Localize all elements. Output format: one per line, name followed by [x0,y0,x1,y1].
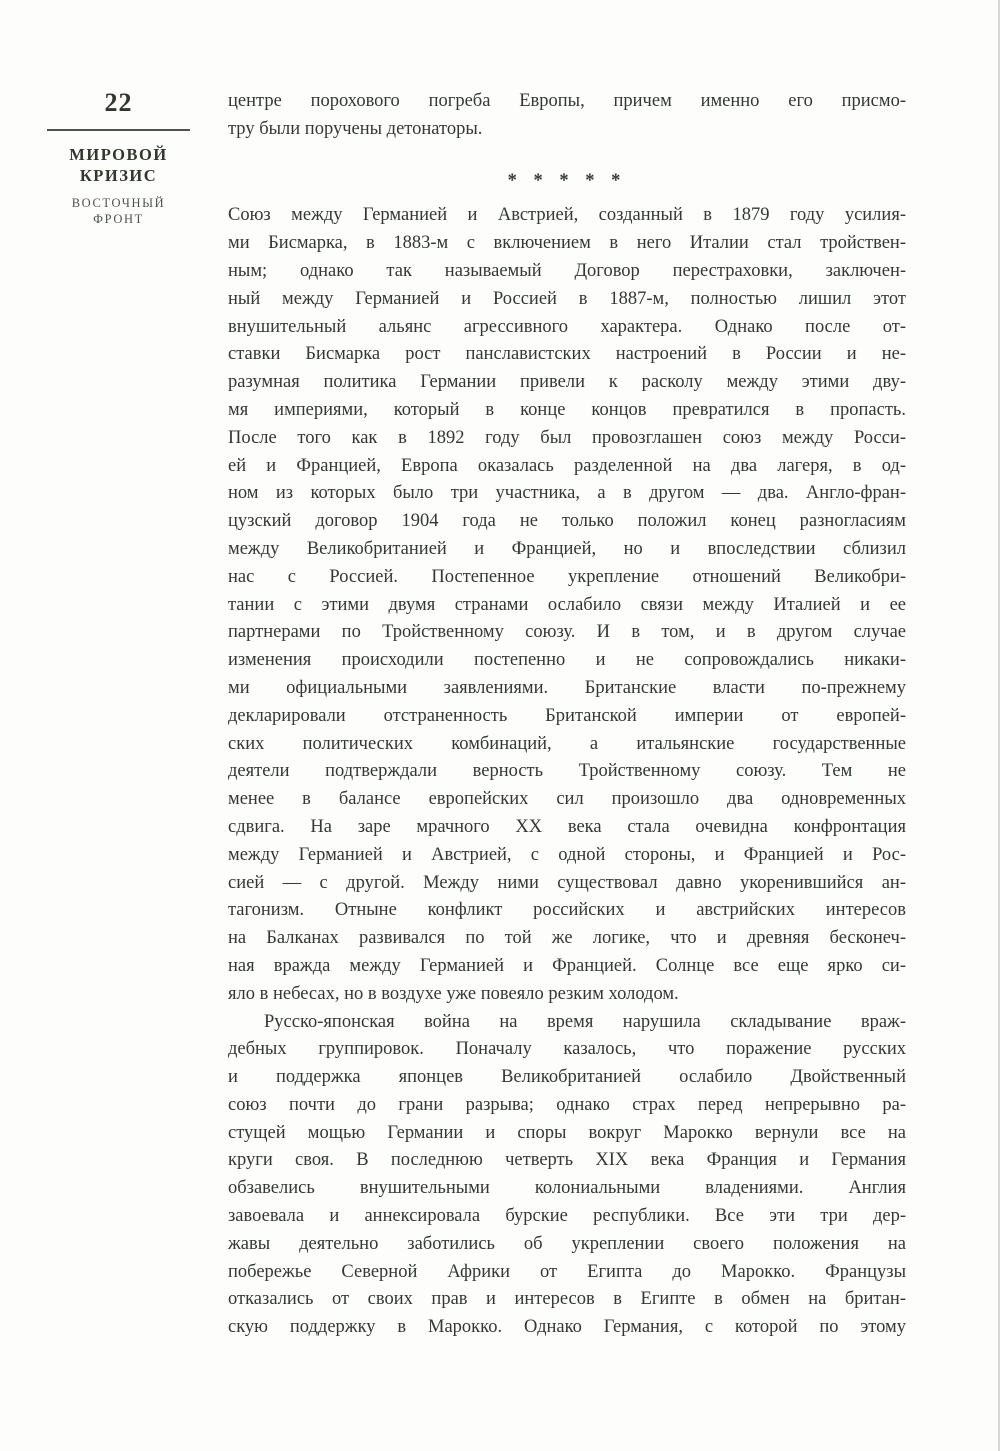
text-line: ми официальными заявлениями. Британские власти по-прежнему [228,677,906,698]
text-column [228,88,906,1342]
text-line: ном из которых было три участника, а в другом — два. Англо-фран- [228,483,906,504]
running-title-line: МИРОВОЙ [69,145,168,164]
text-line: союз почти до грани разрыва; однако страх перед непрерывно ра- [228,1094,906,1115]
text-line: декларировали отстраненность Британской империи от европей- [228,705,906,726]
running-subtitle [47,195,190,227]
text-line: внушительный альянс агрессивного характера. Однако после от- [228,316,906,337]
text-line: После того как в 1892 году был провозглашен союз между Росси- [228,427,906,448]
section-separator: * * * * * [507,170,627,191]
text-line: скую поддержку в Марокко. Однако Германия, с которой по этому [228,1317,906,1338]
text-line: дебных группировок. Поначалу казалось, что поражение русских [228,1039,906,1060]
text-line: мя империями, который в конце концов превратился в пропасть. [228,399,906,420]
text-line: партнерами по Тройственному союзу. И в том, и в другом случае [228,622,906,643]
text-line: ным; однако так называемый Договор перестраховки, заключен- [228,260,906,281]
text-line: завоевала и аннексировала бурские республики. Все эти три дер- [228,1206,906,1227]
text-line: яло в небесах, но в воздухе уже повеяло резким холодом. [228,983,679,1004]
text-line: деятели подтверждали верность Тройственному союзу. Тем не [228,761,906,782]
paragraph [228,1009,906,1343]
text-line: между Великобританией и Францией, но и впоследствии сблизил [228,538,906,559]
page-number: 22 [104,88,133,117]
text-line: сдвига. На заре мрачного XX века стала очевидна конфронтация [228,816,906,837]
running-subtitle-line: ВОСТОЧНЫЙ [71,196,166,210]
text-line: обзавелись внушительными колониальными владениями. Англия [228,1178,906,1199]
text-line: цузский договор 1904 года не только положил конец разногласиям [228,511,906,532]
text-line: тагонизм. Отныне конфликт российских и австрийских интересов [228,900,906,921]
text-line: отказались от своих прав и интересов в Египте в обмен на британ- [228,1289,906,1310]
text-line: Союз между Германией и Австрией, созданный в 1879 году усилия- [228,205,906,226]
paragraph [228,202,906,1008]
running-subtitle-line: ФРОНТ [93,212,144,226]
margin-column [47,88,190,227]
text-line: и поддержка японцев Великобританией ослабило Двойственный [228,1067,906,1088]
text-line: круги своя. В последнюю четверть XIX века Франция и Германия [228,1150,906,1171]
text-line: побережье Северной Африки от Египта до Марокко. Французы [228,1261,906,1282]
text-line: жавы деятельно заботились об укреплении своего положения на [228,1233,906,1254]
text-line: сией — с другой. Между ними существовал давно укоренившийся ан- [228,872,906,893]
text-line: менее в балансе европейских сил произошло два одновременных [228,789,906,810]
running-title-line: КРИЗИС [79,166,158,185]
text-line: ставки Бисмарка рост панславистских настроений в России и не- [228,344,906,365]
text-line: ми Бисмарка, в 1883-м с включением в него Италии стал тройствен- [228,233,906,254]
text-line: тру были поручены детонаторы. [228,118,483,139]
text-line: ей и Францией, Европа оказалась разделенной на два лагеря, в од- [228,455,906,476]
text-line: ских политических комбинаций, а итальянские государственные [228,733,906,754]
text-line: между Германией и Австрией, с одной стороны, и Францией и Рос- [228,844,906,865]
text-line: изменения происходили постепенно и не сопровождались никаки- [228,650,906,671]
text-line: тании с этими двумя странами ослабило связи между Италией и ее [228,594,906,615]
text-line: стущей мощью Германии и споры вокруг Марокко вернули все на [228,1122,906,1143]
text-line: Русско-японская война на время нарушила складывание враж- [264,1011,906,1032]
running-title [47,144,190,186]
text-line: ная вражда между Германией и Францией. Солнце все еще ярко си- [228,955,906,976]
text-line: центре порохового погреба Европы, причем именно его присмо- [228,91,906,111]
text-line: нас с Россией. Постепенное укрепление отношений Великобри- [228,566,906,587]
header-rule [47,129,190,131]
text-line: разумная политика Германии привели к расколу между этими дву- [228,372,906,393]
text-line: ный между Германией и Россией в 1887-м, полностью лишил этот [228,288,906,309]
paragraph [228,88,906,144]
text-line: на Балканах развивался по той же логике, что и древняя бесконеч- [228,928,906,949]
